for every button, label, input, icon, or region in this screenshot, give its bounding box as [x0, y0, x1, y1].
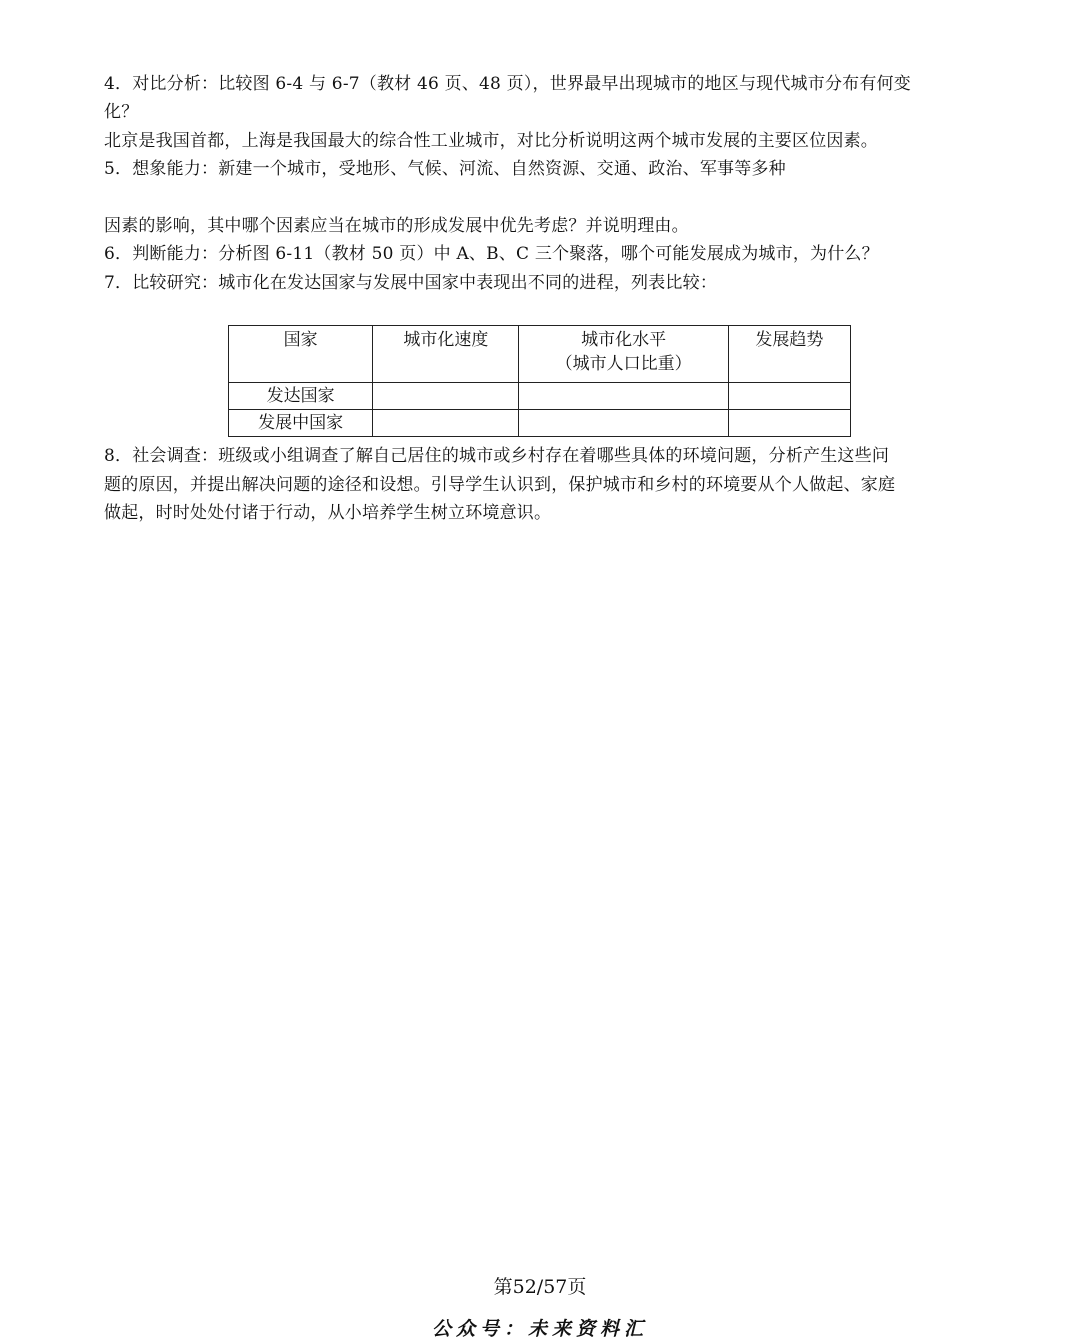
header-urbanization-level-main: 城市化水平	[581, 330, 667, 350]
table-cell	[519, 410, 728, 437]
page-number: 第52/57页	[493, 1276, 587, 1298]
comparison-table	[228, 325, 851, 437]
table-cell	[373, 410, 519, 437]
table-header-row	[229, 326, 851, 383]
question-4-line-1: 4．对比分析：比较图 6-4 与 6-7（教材 46 页、48 页），世界最早出现城市的地区与现代城市分布有何变	[104, 74, 911, 94]
table-row	[229, 383, 851, 410]
table-cell	[373, 383, 519, 410]
header-country: 国家	[229, 326, 373, 383]
row-label-developed: 发达国家	[229, 383, 373, 410]
table-row	[229, 410, 851, 437]
question-8-line-2: 题的原因，并提出解决问题的途径和设想。引导学生认识到，保护城市和乡村的环境要从个人做起、家庭	[104, 475, 896, 495]
question-6-line: 6．判断能力：分析图 6-11（教材 50 页）中 A、B、C 三个聚落，哪个可能发展成为城市，为什么？	[104, 244, 879, 264]
row-label-developing: 发展中国家	[229, 410, 373, 437]
table-cell	[728, 410, 850, 437]
question-4-line-2: 化？	[104, 102, 139, 122]
question-4-line-3: 北京是我国首都，上海是我国最大的综合性工业城市，对比分析说明这两个城市发展的主要区位因素。	[104, 131, 878, 151]
header-urbanization-level-sub: （城市人口比重）	[555, 354, 692, 374]
question-8-line-3: 做起，时时处处付诸于行动，从小培养学生树立环境意识。	[104, 503, 552, 523]
question-5-line-1: 5．想象能力：新建一个城市，受地形、气候、河流、自然资源、交通、政治、军事等多种	[104, 159, 786, 179]
question-8-line-1: 8．社会调查：班级或小组调查了解自己居住的城市或乡村存在着哪些具体的环境问题，分析产生这些问	[104, 446, 890, 466]
header-urbanization-speed: 城市化速度	[373, 326, 519, 383]
question-5-line-2: 因素的影响，其中哪个因素应当在城市的形成发展中优先考虑？并说明理由。	[104, 216, 689, 236]
table-cell	[519, 383, 728, 410]
question-7-line: 7．比较研究：城市化在发达国家与发展中国家中表现出不同的进程，列表比较：	[104, 273, 718, 293]
header-urbanization-level	[519, 326, 728, 383]
table-cell	[728, 383, 850, 410]
account-watermark: 公众号：未来资料汇	[431, 1318, 648, 1340]
header-development-trend: 发展趋势	[728, 326, 850, 383]
